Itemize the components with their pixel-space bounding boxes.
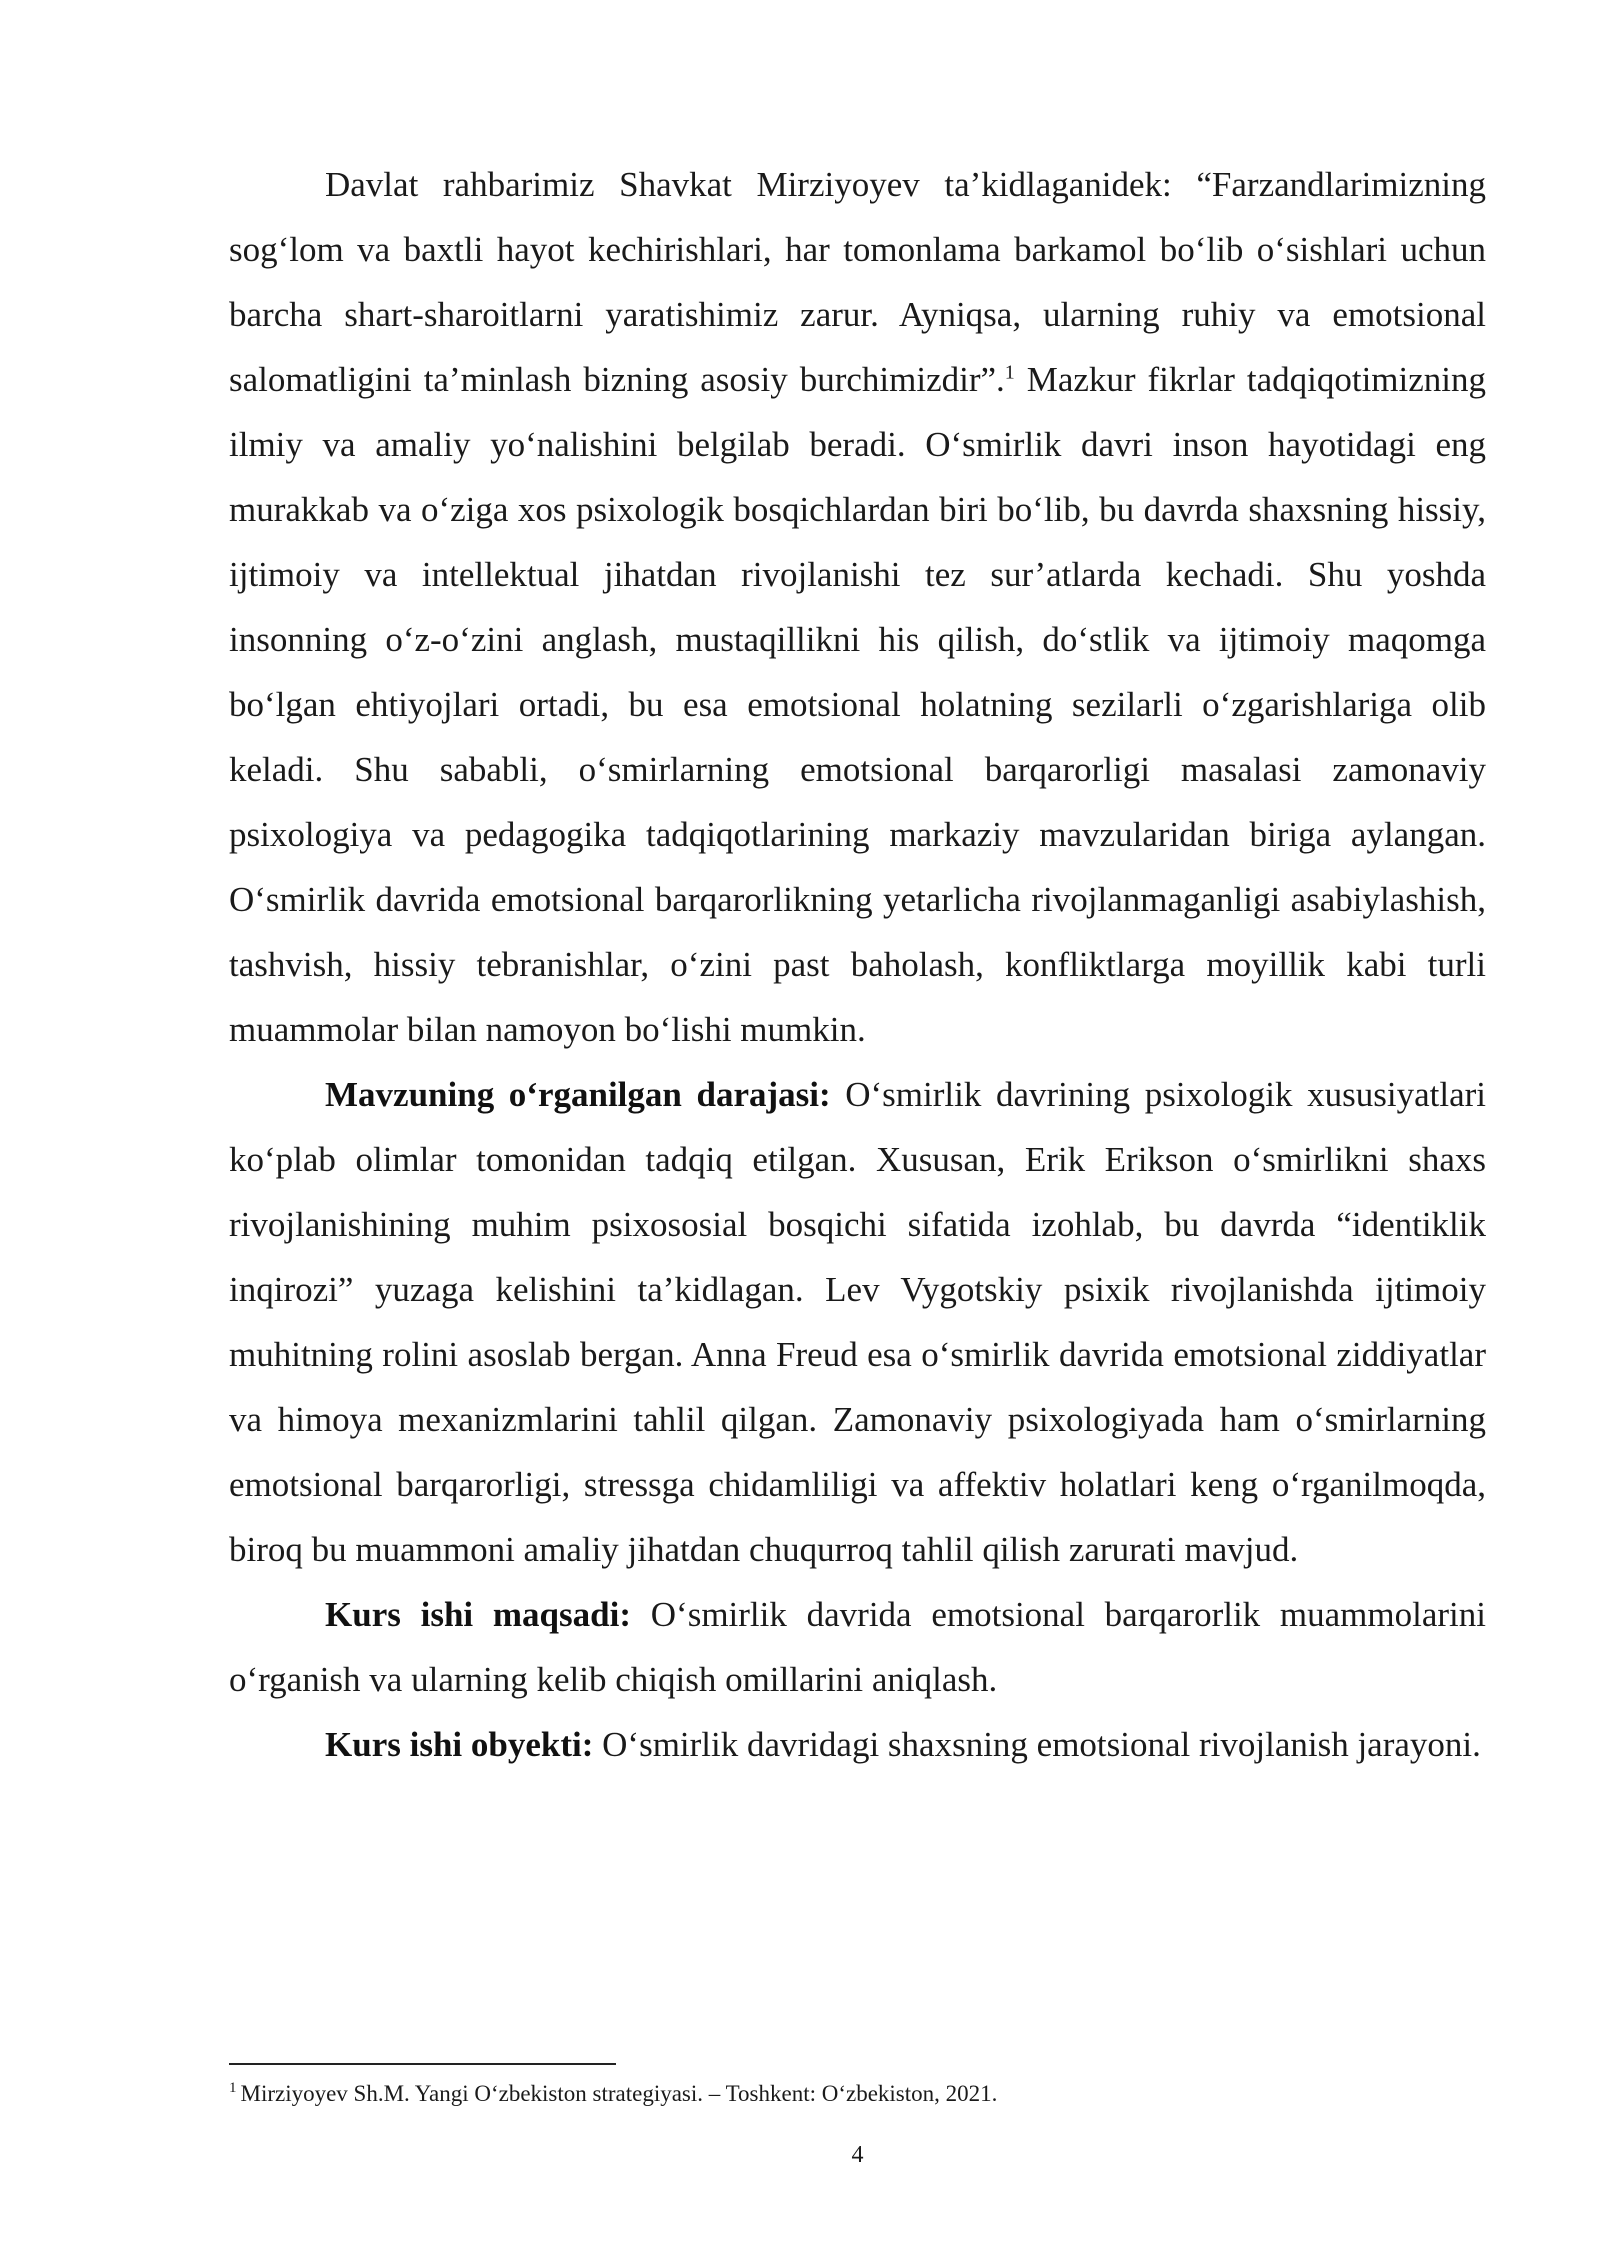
object-label: Kurs ishi obyekti: (325, 1725, 594, 1764)
footnote (229, 2079, 1486, 2109)
footnote-number: 1 (229, 2080, 237, 2097)
intro-text-start: Davlat rahbarimiz Shavkat Mirziyoyev ta’kidlaganidek: “Farzandlarimizning sog‘lom va baxtli hayot kechirishlari, har tomonlama barkamol bo‘lib o‘sishlari uchun barcha shart-sharoitlarni yaratishimiz zarur. Ayniqsa, ularning ruhiy va emotsional salomatligini ta’minlash bizning asosiy burchimizdir”. (229, 165, 1486, 399)
goal-label: Kurs ishi maqsadi: (325, 1595, 631, 1634)
footnote-text: Mirziyoyev Sh.M. Yangi O‘zbekiston strategiyasi. – Toshkent: O‘zbekiston, 2021. (240, 2081, 998, 2106)
page-number: 4 (851, 2142, 864, 2168)
paragraph-goal (229, 1582, 1486, 1712)
intro-text-end: Mazkur fikrlar tadqiqotimizning ilmiy va amaliy yo‘nalishini belgilab beradi. O‘smirlik davri inson hayotidagi eng murakkab va o‘ziga xos psixologik bosqichlardan biri bo‘lib, bu davrda shaxsning hissiy, ijtimoiy va intellektual jihatdan rivojlanishi tez sur’atlarda kechadi. Shu yoshda insonning o‘z-o‘zini anglash, mustaqillikni his qilish, do‘stlik va ijtimoiy maqomga bo‘lgan ehtiyojlari ortadi, bu esa emotsional holatning sezilarli o‘zgarishlariga olib keladi. Shu sababli, o‘smirlarning emotsional barqarorligi masalasi zamonaviy psixologiya va pedagogika tadqiqotlarining markaziy mavzularidan biriga aylangan. O‘smirlik davrida emotsional barqarorlikning yetarlicha rivojlanmaganligi asabiylashish, tashvish, hissiy tebranishlar, o‘zini past baholash, konfliktlarga moyillik kabi turli muammolar bilan namoyon bo‘lishi mumkin. (229, 360, 1487, 1049)
main-text (229, 152, 1486, 1777)
paragraph-study-level (229, 1062, 1486, 1582)
paragraph-intro (229, 152, 1486, 1062)
object-text: O‘smirlik davridagi shaxsning emotsional rivojlanish jarayoni. (593, 1725, 1481, 1764)
study-level-label: Mavzuning o‘rganilgan darajasi: (325, 1075, 831, 1114)
study-level-text: O‘smirlik davrining psixologik xususiyatlari ko‘plab olimlar tomonidan tadqiq etilgan. Xususan, Erik Erikson o‘smirlikni shaxs rivojlanishining muhim psixososial bosqichi sifatida izohlab, bu davrda “identiklik inqirozi” yuzaga kelishini ta’kidlagan. Lev Vygotskiy psixik rivojlanishda ijtimoiy muhitning rolini asoslab bergan. Anna Freud esa o‘smirlik davrida emotsional ziddiyatlar va himoya mexanizmlarini tahlil qilgan. Zamonaviy psixologiyada ham o‘smirlarning emotsional barqarorligi, stressga chidamliligi va affektiv holatlari keng o‘rganilmoqda, biroq bu muammoni amaliy jihatdan chuqurroq tahlil qilish zarurati mavjud. (229, 1075, 1486, 1569)
footnote-separator (229, 2063, 616, 2065)
goal-text: O‘smirlik davrida emotsional barqarorlik muammolarini o‘rganish va ularning kelib chiqish omillarini aniqlash. (229, 1595, 1486, 1699)
paragraph-object (229, 1712, 1486, 1777)
footnote-reference: 1 (1004, 361, 1015, 384)
